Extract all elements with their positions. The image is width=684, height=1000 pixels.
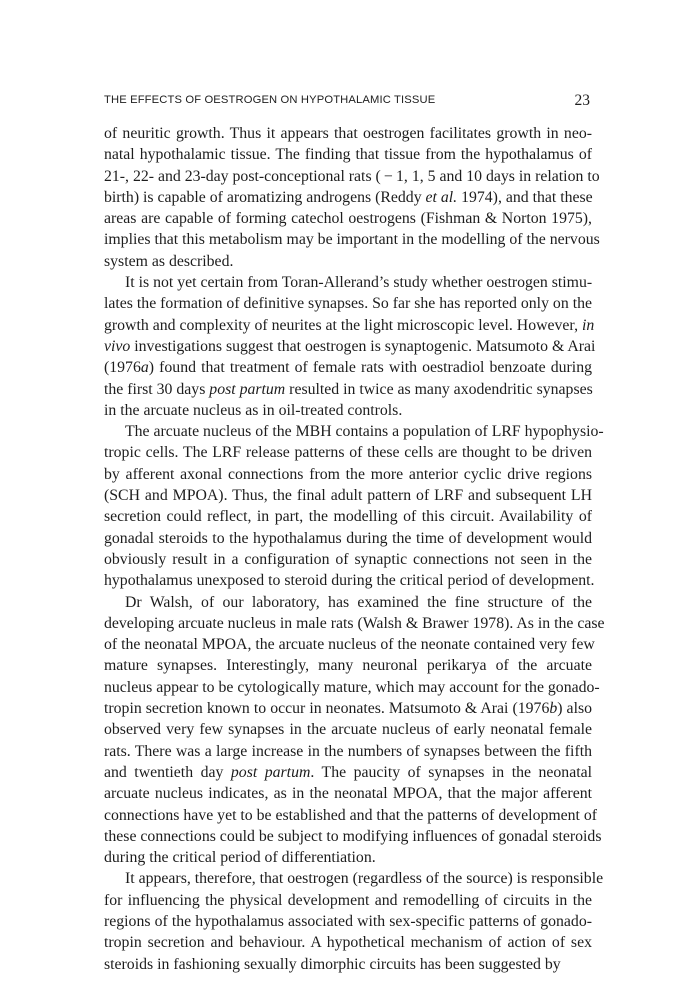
text-run: during the critical period of differentiation. <box>104 849 376 867</box>
text-run: arcuate nucleus indicates, as in the neonatal MPOA, that the major afferent <box>104 785 592 803</box>
text-run: ) found that treatment of female rats with oestradiol benzoate during <box>148 359 592 377</box>
text-line <box>104 315 595 336</box>
text-line <box>104 421 604 442</box>
text-line <box>104 954 592 975</box>
text-run: lates the formation of definitive synapses. So far she has reported only on the <box>104 295 592 313</box>
text-line <box>104 166 600 187</box>
text-line <box>104 890 592 911</box>
text-run: 1974), and that these <box>457 188 593 206</box>
text-run: investigations suggest that oestrogen is synaptogenic. Matsumoto & Arai <box>130 337 596 355</box>
text-run: (1976 <box>104 359 141 377</box>
text-run: implies that this metabolism may be important in the modelling of the nervous <box>104 231 600 249</box>
text-run: It appears, therefore, that oestrogen (regardless of the source) is responsible <box>125 870 604 888</box>
text-line <box>104 528 592 549</box>
text-run: and twentieth day <box>104 763 231 781</box>
text-line <box>104 272 592 293</box>
text-run: hypothalamus unexposed to steroid during the critical period of development. <box>104 572 595 590</box>
text-line <box>104 208 592 229</box>
text-run: tropic cells. The LRF release patterns of these cells are thought to be driven <box>104 444 592 462</box>
page-number: 23 <box>574 92 590 109</box>
text-line <box>104 293 592 314</box>
text-run: growth and complexity of neurites at the light microscopic level. However, <box>104 316 582 334</box>
text-run: of the neonatal MPOA, the arcuate nucleus of the neonate contained very few <box>104 636 595 654</box>
text-run: areas are capable of forming catechol oestrogens (Fishman & Norton 1975), <box>104 210 592 228</box>
text-line <box>104 911 592 932</box>
text-run: developing arcuate nucleus in male rats (Walsh & Brawer 1978). As in the case <box>104 614 605 632</box>
text-line <box>104 762 592 783</box>
text-line <box>104 634 595 655</box>
text-run: system as described. <box>104 252 234 270</box>
text-line <box>104 826 602 847</box>
text-line <box>104 187 592 208</box>
paragraph <box>104 272 596 421</box>
text-line <box>104 144 592 165</box>
text-run: natal hypothalamic tissue. The finding that tissue from the hypothalamus of <box>104 146 592 164</box>
text-line <box>104 677 600 698</box>
italic-text: post partum <box>209 380 286 398</box>
paragraph <box>104 123 600 272</box>
text-line <box>104 442 592 463</box>
text-run: Dr Walsh, of our laboratory, has examined the fine structure of the <box>125 593 592 611</box>
running-title: THE EFFECTS OF OESTROGEN ON HYPOTHALAMIC TISSUE <box>104 94 436 106</box>
italic-text: post partum <box>230 763 311 781</box>
text-run: resulted in twice as many axodendritic synapses <box>285 380 593 398</box>
text-line <box>104 123 592 144</box>
italic-text: in <box>581 316 595 334</box>
text-run: ) also <box>557 700 592 718</box>
text-run: gonadal steroids to the hypothalamus during the time of development would <box>104 529 592 547</box>
text-line <box>104 570 595 591</box>
text-line <box>104 506 592 527</box>
italic-text: b <box>549 700 558 718</box>
text-line <box>104 868 604 889</box>
text-run: rats. There was a large increase in the numbers of synapses between the fifth <box>104 742 592 760</box>
text-run: these connections could be subject to modifying influences of gonadal steroids <box>104 827 602 845</box>
text-run: The arcuate nucleus of the MBH contains a population of LRF hypophysio- <box>125 423 604 441</box>
text-run: by afferent axonal connections from the more anterior cyclic drive regions <box>104 465 592 483</box>
text-run: secretion could reflect, in part, the modelling of this circuit. Availability of <box>104 508 592 526</box>
text-line <box>104 698 592 719</box>
text-run: steroids in fashioning sexually dimorphic circuits has been suggested by <box>104 955 561 973</box>
text-line <box>104 485 592 506</box>
text-line <box>104 783 592 804</box>
text-run: of neuritic growth. Thus it appears that oestrogen facilitates growth in neo- <box>104 125 592 142</box>
text-run: 21-, 22- and 23-day post-conceptional rats ( − 1, 1, 5 and 10 days in relation to <box>104 167 600 185</box>
text-line <box>104 464 592 485</box>
paragraph <box>104 421 604 591</box>
text-run: (SCH and MPOA). Thus, the final adult pattern of LRF and subsequent LH <box>104 487 592 505</box>
paragraph <box>104 592 605 869</box>
text-line <box>104 379 592 400</box>
text-run: regions of the hypothalamus associated with sex-specific patterns of gonado- <box>104 912 592 930</box>
text-line <box>104 805 598 826</box>
text-run: obviously result in a configuration of synaptic connections not seen in the <box>104 550 592 568</box>
text-run: birth) is capable of aromatizing androgens (Reddy <box>104 188 426 206</box>
paragraph <box>104 868 604 974</box>
text-line <box>104 229 600 250</box>
text-line <box>104 251 592 272</box>
text-line <box>104 549 592 570</box>
text-run: . The paucity of synapses in the neonatal <box>310 763 593 781</box>
text-run: tropin secretion and behaviour. A hypothetical mechanism of action of sex <box>104 934 592 952</box>
text-run: in the arcuate nucleus as in oil-treated controls. <box>104 401 403 419</box>
text-line <box>104 336 596 357</box>
text-run: connections have yet to be established and that the patterns of development of <box>104 806 598 824</box>
text-line <box>104 655 592 676</box>
text-line <box>104 719 592 740</box>
body-text <box>104 123 605 975</box>
text-line <box>104 400 592 421</box>
text-run: tropin secretion known to occur in neonates. Matsumoto & Arai (1976 <box>104 700 550 718</box>
text-line <box>104 592 592 613</box>
text-run: mature synapses. Interestingly, many neuronal perikarya of the arcuate <box>104 657 592 675</box>
text-line <box>104 847 592 868</box>
text-run: It is not yet certain from Toran-Allerand’s study whether oestrogen stimu- <box>125 274 593 292</box>
text-line <box>104 932 592 953</box>
text-run: nucleus appear to be cytologically mature, which may account for the gonado- <box>104 678 600 696</box>
text-line <box>104 741 592 762</box>
text-run: for influencing the physical development and remodelling of circuits in the <box>104 891 592 909</box>
running-head <box>104 92 592 112</box>
text-run: observed very few synapses in the arcuate nucleus of early neonatal female <box>104 721 592 739</box>
italic-text: et al. <box>425 188 458 206</box>
italic-text: a <box>140 359 149 377</box>
italic-text: vivo <box>104 337 131 355</box>
text-line <box>104 613 605 634</box>
text-run: the first 30 days <box>104 380 210 398</box>
text-line <box>104 357 592 378</box>
